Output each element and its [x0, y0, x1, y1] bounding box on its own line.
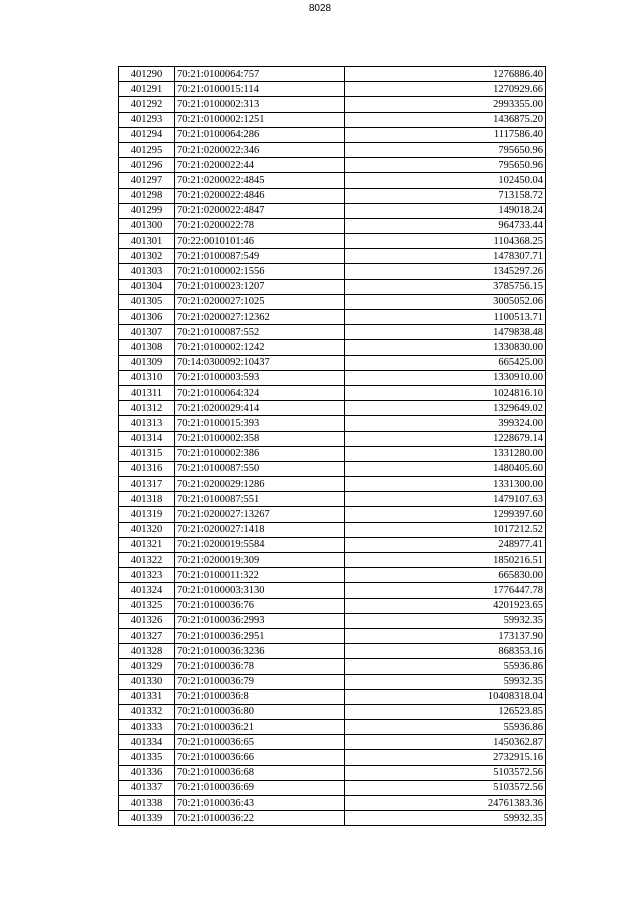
row-number-cell: 401311	[119, 385, 175, 400]
value-cell: 399324.00	[345, 416, 546, 431]
cadastral-number-cell: 70:21:0100036:68	[175, 765, 345, 780]
cadastral-number-cell: 70:21:0100087:550	[175, 461, 345, 476]
value-cell: 665425.00	[345, 355, 546, 370]
table-row	[119, 644, 546, 659]
cadastral-number-cell: 70:21:0100036:22	[175, 811, 345, 826]
cadastral-number-cell: 70:21:0100036:43	[175, 796, 345, 811]
table-row	[119, 522, 546, 537]
value-cell: 1330830.00	[345, 340, 546, 355]
table-row	[119, 401, 546, 416]
table-row	[119, 598, 546, 613]
cadastral-number-cell: 70:21:0100036:79	[175, 674, 345, 689]
table-row	[119, 568, 546, 583]
table-row	[119, 264, 546, 279]
value-cell: 5103572.56	[345, 780, 546, 795]
value-cell: 5103572.56	[345, 765, 546, 780]
cadastral-number-cell: 70:21:0100023:1207	[175, 279, 345, 294]
cadastral-number-cell: 70:21:0100036:78	[175, 659, 345, 674]
table-row	[119, 492, 546, 507]
row-number-cell: 401293	[119, 112, 175, 127]
cadastral-number-cell: 70:21:0100015:114	[175, 82, 345, 97]
row-number-cell: 401336	[119, 765, 175, 780]
row-number-cell: 401321	[119, 537, 175, 552]
row-number-cell: 401315	[119, 446, 175, 461]
table-row	[119, 583, 546, 598]
table-row	[119, 416, 546, 431]
table-row	[119, 735, 546, 750]
table-row	[119, 811, 546, 826]
cadastral-number-cell: 70:21:0100036:8	[175, 689, 345, 704]
value-cell: 665830.00	[345, 568, 546, 583]
row-number-cell: 401294	[119, 127, 175, 142]
row-number-cell: 401316	[119, 461, 175, 476]
value-cell: 1479107.63	[345, 492, 546, 507]
row-number-cell: 401324	[119, 583, 175, 598]
table-row	[119, 67, 546, 82]
table-row	[119, 461, 546, 476]
value-cell: 1117586.40	[345, 127, 546, 142]
cadastral-number-cell: 70:21:0100036:2993	[175, 613, 345, 628]
value-cell: 59932.35	[345, 674, 546, 689]
cadastral-number-cell: 70:21:0200027:12362	[175, 310, 345, 325]
table-row	[119, 294, 546, 309]
table-row	[119, 234, 546, 249]
table-row	[119, 537, 546, 552]
table-row	[119, 173, 546, 188]
row-number-cell: 401306	[119, 310, 175, 325]
value-cell: 173137.90	[345, 628, 546, 643]
table-row	[119, 659, 546, 674]
row-number-cell: 401332	[119, 704, 175, 719]
value-cell: 1270929.66	[345, 82, 546, 97]
cadastral-number-cell: 70:21:0100002:313	[175, 97, 345, 112]
value-cell: 1024816.10	[345, 385, 546, 400]
row-number-cell: 401309	[119, 355, 175, 370]
row-number-cell: 401308	[119, 340, 175, 355]
cadastral-number-cell: 70:21:0100087:551	[175, 492, 345, 507]
cadastral-number-cell: 70:21:0100087:552	[175, 325, 345, 340]
row-number-cell: 401305	[119, 294, 175, 309]
value-cell: 2732915.16	[345, 750, 546, 765]
cadastral-number-cell: 70:21:0200027:1025	[175, 294, 345, 309]
cadastral-number-cell: 70:14:0300092:10437	[175, 355, 345, 370]
row-number-cell: 401299	[119, 203, 175, 218]
table-row	[119, 370, 546, 385]
value-cell: 1331280.00	[345, 446, 546, 461]
value-cell: 59932.35	[345, 613, 546, 628]
value-cell: 1478307.71	[345, 249, 546, 264]
row-number-cell: 401329	[119, 659, 175, 674]
table-row	[119, 477, 546, 492]
row-number-cell: 401333	[119, 720, 175, 735]
value-cell: 126523.85	[345, 704, 546, 719]
value-cell: 1850216.51	[345, 553, 546, 568]
cadastral-number-cell: 70:21:0100002:1556	[175, 264, 345, 279]
value-cell: 795650.96	[345, 158, 546, 173]
value-cell: 4201923.65	[345, 598, 546, 613]
cadastral-number-cell: 70:21:0200022:4847	[175, 203, 345, 218]
row-number-cell: 401326	[119, 613, 175, 628]
row-number-cell: 401300	[119, 218, 175, 233]
value-cell: 1480405.60	[345, 461, 546, 476]
cadastral-number-cell: 70:21:0100036:80	[175, 704, 345, 719]
cadastral-number-cell: 70:21:0100064:286	[175, 127, 345, 142]
table-row	[119, 355, 546, 370]
cadastral-number-cell: 70:21:0100002:386	[175, 446, 345, 461]
value-cell: 868353.16	[345, 644, 546, 659]
cadastral-number-cell: 70:21:0100036:66	[175, 750, 345, 765]
table-row	[119, 249, 546, 264]
value-cell: 1329649.02	[345, 401, 546, 416]
cadastral-number-cell: 70:21:0200019:5584	[175, 537, 345, 552]
row-number-cell: 401314	[119, 431, 175, 446]
value-cell: 2993355.00	[345, 97, 546, 112]
row-number-cell: 401337	[119, 780, 175, 795]
value-cell: 1104368.25	[345, 234, 546, 249]
row-number-cell: 401323	[119, 568, 175, 583]
cadastral-number-cell: 70:21:0100064:757	[175, 67, 345, 82]
row-number-cell: 401302	[119, 249, 175, 264]
cadastral-number-cell: 70:21:0200027:1418	[175, 522, 345, 537]
table-body	[119, 67, 546, 826]
table-row	[119, 674, 546, 689]
cadastral-number-cell: 70:21:0200022:4846	[175, 188, 345, 203]
cadastral-number-cell: 70:21:0100036:21	[175, 720, 345, 735]
table-row	[119, 780, 546, 795]
table-row	[119, 431, 546, 446]
table-row	[119, 796, 546, 811]
value-cell: 55936.86	[345, 659, 546, 674]
table-row	[119, 553, 546, 568]
row-number-cell: 401303	[119, 264, 175, 279]
value-cell: 102450.04	[345, 173, 546, 188]
value-cell: 59932.35	[345, 811, 546, 826]
table-row	[119, 310, 546, 325]
value-cell: 1017212.52	[345, 522, 546, 537]
row-number-cell: 401322	[119, 553, 175, 568]
table-row	[119, 97, 546, 112]
row-number-cell: 401334	[119, 735, 175, 750]
cadastral-number-cell: 70:21:0200029:414	[175, 401, 345, 416]
row-number-cell: 401307	[119, 325, 175, 340]
row-number-cell: 401325	[119, 598, 175, 613]
value-cell: 1479838.48	[345, 325, 546, 340]
cadastral-number-cell: 70:21:0100002:1251	[175, 112, 345, 127]
table-row	[119, 340, 546, 355]
value-cell: 1450362.87	[345, 735, 546, 750]
cadastral-number-cell: 70:21:0100036:69	[175, 780, 345, 795]
value-cell: 55936.86	[345, 720, 546, 735]
cadastral-number-cell: 70:21:0100087:549	[175, 249, 345, 264]
row-number-cell: 401292	[119, 97, 175, 112]
table-row	[119, 142, 546, 157]
value-cell: 1436875.20	[345, 112, 546, 127]
table-row	[119, 720, 546, 735]
row-number-cell: 401319	[119, 507, 175, 522]
table-row	[119, 765, 546, 780]
row-number-cell: 401310	[119, 370, 175, 385]
value-cell: 1228679.14	[345, 431, 546, 446]
table-row	[119, 628, 546, 643]
table-row	[119, 750, 546, 765]
row-number-cell: 401331	[119, 689, 175, 704]
cadastral-number-cell: 70:21:0100015:393	[175, 416, 345, 431]
cadastral-number-cell: 70:21:0100011:322	[175, 568, 345, 583]
row-number-cell: 401297	[119, 173, 175, 188]
value-cell: 1331300.00	[345, 477, 546, 492]
table-row	[119, 325, 546, 340]
row-number-cell: 401291	[119, 82, 175, 97]
row-number-cell: 401313	[119, 416, 175, 431]
value-cell: 3785756.15	[345, 279, 546, 294]
table-row	[119, 188, 546, 203]
table-row	[119, 112, 546, 127]
data-table	[118, 66, 546, 826]
table-row	[119, 613, 546, 628]
row-number-cell: 401317	[119, 477, 175, 492]
row-number-cell: 401335	[119, 750, 175, 765]
row-number-cell: 401304	[119, 279, 175, 294]
table-row	[119, 82, 546, 97]
table-row	[119, 127, 546, 142]
value-cell: 248977.41	[345, 537, 546, 552]
row-number-cell: 401339	[119, 811, 175, 826]
cadastral-number-cell: 70:21:0100003:3130	[175, 583, 345, 598]
value-cell: 1776447.78	[345, 583, 546, 598]
table-row	[119, 507, 546, 522]
table-row	[119, 385, 546, 400]
cadastral-number-cell: 70:21:0100036:76	[175, 598, 345, 613]
cadastral-number-cell: 70:21:0100003:593	[175, 370, 345, 385]
value-cell: 24761383.36	[345, 796, 546, 811]
row-number-cell: 401318	[119, 492, 175, 507]
cadastral-number-cell: 70:21:0100036:65	[175, 735, 345, 750]
row-number-cell: 401312	[119, 401, 175, 416]
table-row	[119, 158, 546, 173]
value-cell: 1330910.00	[345, 370, 546, 385]
cadastral-number-cell: 70:21:0200022:4845	[175, 173, 345, 188]
table-row	[119, 203, 546, 218]
cadastral-number-cell: 70:21:0200022:44	[175, 158, 345, 173]
value-cell: 3005052.06	[345, 294, 546, 309]
page-number: 8028	[308, 3, 332, 14]
cadastral-number-cell: 70:21:0100036:2951	[175, 628, 345, 643]
cadastral-number-cell: 70:21:0200027:13267	[175, 507, 345, 522]
row-number-cell: 401295	[119, 142, 175, 157]
value-cell: 10408318.04	[345, 689, 546, 704]
value-cell: 1276886.40	[345, 67, 546, 82]
cadastral-number-cell: 70:21:0200019:309	[175, 553, 345, 568]
table-row	[119, 704, 546, 719]
row-number-cell: 401298	[119, 188, 175, 203]
cadastral-number-cell: 70:21:0100036:3236	[175, 644, 345, 659]
cadastral-number-cell: 70:21:0200022:346	[175, 142, 345, 157]
value-cell: 1345297.26	[345, 264, 546, 279]
row-number-cell: 401330	[119, 674, 175, 689]
row-number-cell: 401296	[119, 158, 175, 173]
row-number-cell: 401320	[119, 522, 175, 537]
table-row	[119, 279, 546, 294]
cadastral-number-cell: 70:21:0100002:1242	[175, 340, 345, 355]
value-cell: 964733.44	[345, 218, 546, 233]
cadastral-number-cell: 70:21:0100002:358	[175, 431, 345, 446]
value-cell: 149018.24	[345, 203, 546, 218]
table-row	[119, 446, 546, 461]
row-number-cell: 401338	[119, 796, 175, 811]
value-cell: 1299397.60	[345, 507, 546, 522]
value-cell: 795650.96	[345, 142, 546, 157]
cadastral-number-cell: 70:21:0200022:78	[175, 218, 345, 233]
table-row	[119, 689, 546, 704]
cadastral-number-cell: 70:21:0100064:324	[175, 385, 345, 400]
row-number-cell: 401327	[119, 628, 175, 643]
value-cell: 1100513.71	[345, 310, 546, 325]
table-row	[119, 218, 546, 233]
cadastral-number-cell: 70:22:0010101:46	[175, 234, 345, 249]
row-number-cell: 401290	[119, 67, 175, 82]
value-cell: 713158.72	[345, 188, 546, 203]
row-number-cell: 401328	[119, 644, 175, 659]
row-number-cell: 401301	[119, 234, 175, 249]
cadastral-number-cell: 70:21:0200029:1286	[175, 477, 345, 492]
